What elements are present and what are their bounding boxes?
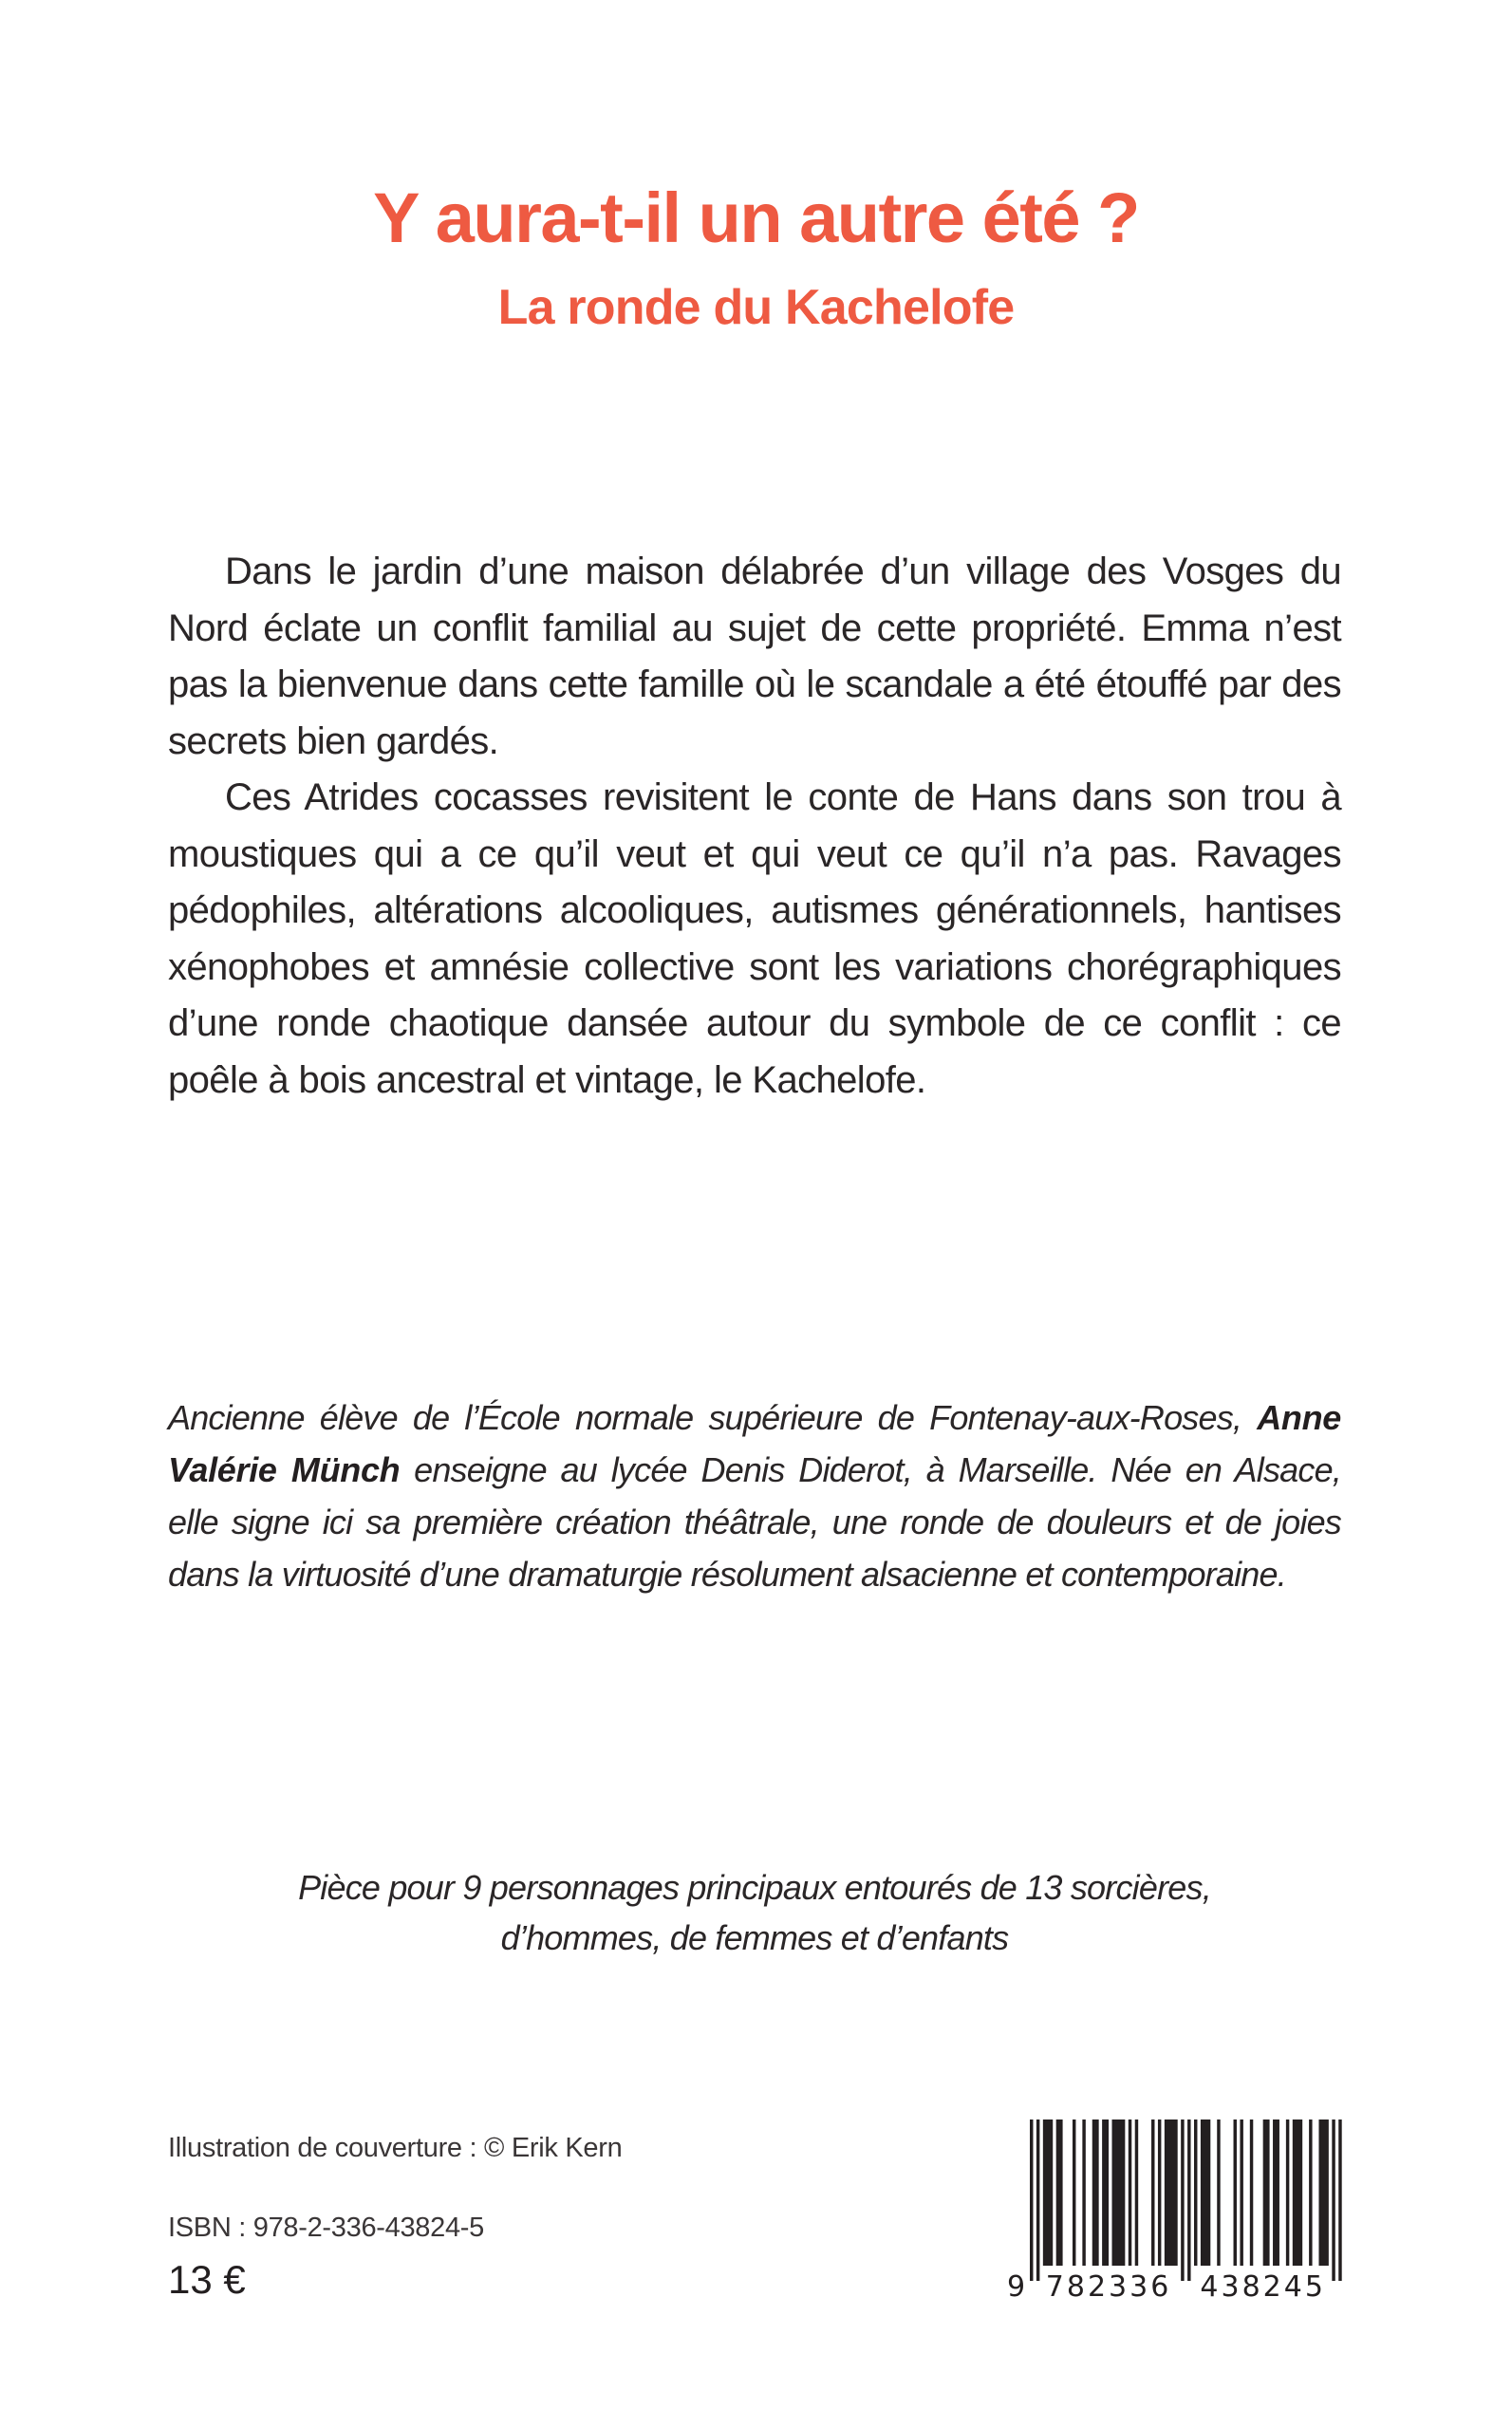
barcode-bar — [1135, 2120, 1138, 2266]
isbn-label: ISBN : 978-2-336-43824-5 — [168, 2213, 484, 2243]
barcode-guard-bar — [1030, 2120, 1033, 2281]
bio-intro: Ancienne élève de l’École normale supérieure de Fontenay-aux-Roses, — [168, 1398, 1258, 1437]
barcode-bar — [1201, 2120, 1210, 2266]
book-subtitle: La ronde du Kachelofe — [497, 280, 1015, 335]
barcode-bar — [1043, 2120, 1053, 2266]
barcode-bar — [1151, 2120, 1154, 2266]
synopsis-paragraph: Ces Atrides cocasses revisitent le conte de Hans dans son trou à moustiques qui a ce qu’il veut et qui veut ce qu’il n’a pas. Ravages pédophiles, altérations alcooliques, autismes générationnels, hantises xénophobes et amnésie collective sont les variations chorégraphiques d’une ronde chaotique dansée autour du symbole de ce conflit : ce poêle à bois ancestral et vintage, le Kachelofe. — [168, 776, 1341, 1101]
barcode-guard-bar — [1036, 2120, 1039, 2281]
barcode-bar — [1286, 2120, 1289, 2266]
barcode-bar — [1309, 2120, 1312, 2266]
barcode-bar — [1056, 2120, 1063, 2266]
synopsis-paragraph: Dans le jardin d’une maison délabrée d’un village des Vosges du Nord éclate un conflit familial au sujet de cette propriété. Emma n’est pas la bienvenue dans cette famille où le scandale a été étouffé par des secrets bien gardés. — [168, 551, 1341, 762]
illustration-credit: Illustration de couverture : © Erik Kern — [168, 2133, 623, 2163]
barcode-bar — [1102, 2120, 1109, 2266]
barcode-bar — [1217, 2120, 1220, 2266]
cast-note-line: d’hommes, de femmes et d’enfants — [500, 1918, 1009, 1957]
barcode-bar — [1092, 2120, 1099, 2266]
price-label: 13 € — [168, 2257, 246, 2302]
barcode-digits: 782336 — [1045, 2270, 1172, 2304]
barcode-guard-bar — [1338, 2120, 1341, 2281]
barcode-bar — [1263, 2120, 1270, 2266]
barcode-bar — [1165, 2120, 1178, 2266]
synopsis — [168, 544, 1341, 1109]
book-title: Y aura-t-il un autre été ? — [373, 178, 1139, 257]
barcode-icon — [1004, 2113, 1355, 2312]
barcode-guard-bar — [1187, 2120, 1190, 2281]
barcode-bar — [1112, 2120, 1126, 2266]
isbn-barcode — [1004, 2113, 1355, 2312]
barcode-bar — [1073, 2120, 1075, 2266]
barcode-bar — [1250, 2120, 1253, 2266]
barcode-bar — [1293, 2120, 1302, 2266]
barcode-guard-bar — [1181, 2120, 1184, 2281]
bio-rest: enseigne au lycée Denis Diderot, à Marseille. Née en Alsace, elle signe ici sa première création théâtrale, une ronde de douleurs et de joies dans la virtuosité d’une dramaturgie résolument alsacienne et contemporaine. — [168, 1450, 1342, 1594]
barcode-bar — [1240, 2120, 1242, 2266]
barcode-digits: 9 — [1007, 2270, 1026, 2304]
cast-note — [168, 1862, 1341, 1963]
barcode-bar — [1194, 2120, 1197, 2266]
barcode-digits: 438245 — [1200, 2270, 1326, 2304]
author-bio — [168, 1391, 1341, 1600]
cast-note-line: Pièce pour 9 personnages principaux entourés de 13 sorcières, — [298, 1868, 1211, 1907]
barcode-bar — [1318, 2120, 1328, 2266]
barcode-bar — [1129, 2120, 1131, 2266]
barcode-bar — [1234, 2120, 1237, 2266]
barcode-guard-bar — [1332, 2120, 1335, 2281]
barcode-bar — [1158, 2120, 1161, 2266]
author-name: Anne Valérie Münch — [168, 1398, 1341, 1489]
barcode-bar — [1082, 2120, 1085, 2266]
barcode-bar — [1273, 2120, 1279, 2266]
